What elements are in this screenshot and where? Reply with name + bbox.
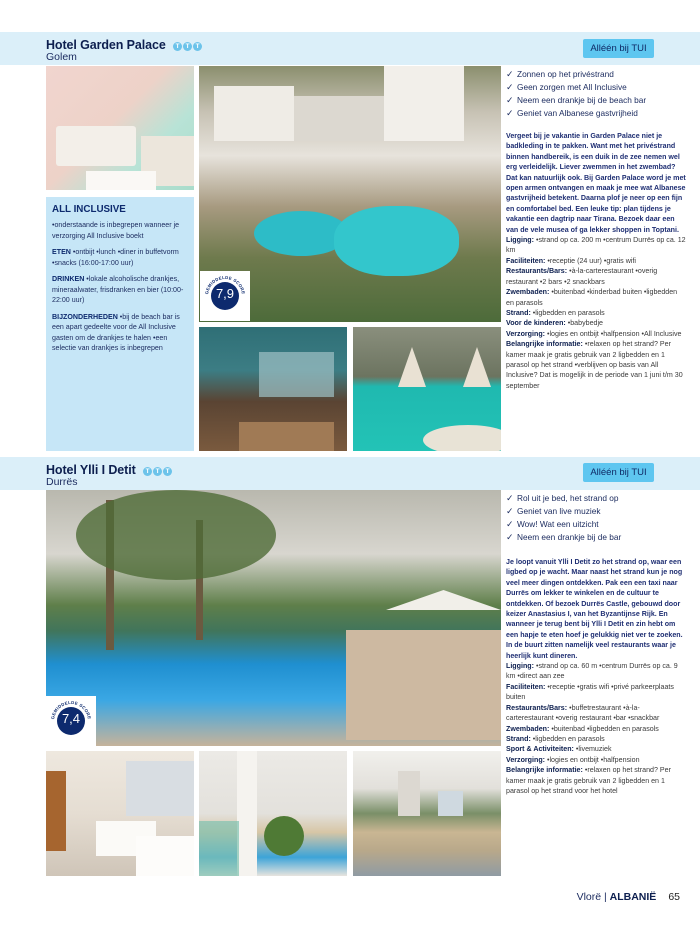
- score-label: GEMIDDELDE SCORE: [204, 274, 246, 295]
- score-value: 7,4: [61, 711, 81, 726]
- score-label: GEMIDDELDE SCORE: [50, 699, 92, 720]
- fact-row: Verzorging: •logies en ontbijt •halfpension •All Inclusive: [506, 329, 682, 338]
- page-footer: [540, 891, 680, 903]
- fact-row: Ligging: •strand op ca. 60 m •centrum Durrës op ca. 9 km •direct aan zee: [506, 662, 678, 681]
- footer-country: ALBANIË: [609, 891, 657, 903]
- fact-row: Belangrijke informatie: •relaxen op het strand? Per kamer maak je gratis gebruik van 2 ligbedden en 1 parasol op het strand •verblijven op basis van All Inclusive? Dat is mogelijk in de periode van 1 juni t/m 30 september: [506, 340, 683, 390]
- restaurant-photo: [199, 327, 347, 451]
- usp-list: [506, 492, 621, 544]
- hotel-description: [506, 131, 686, 391]
- hotel-name: Hotel Ylli I Detit: [46, 463, 136, 477]
- room-photo: [46, 66, 194, 190]
- fact-row: Restaurants/Bars: •à-la-carterestaurant •overig restaurant •2 bars •2 snackbars: [506, 267, 658, 286]
- checkmark-icon: ✓: [506, 493, 514, 503]
- usp-item: ✓ Geen zorgen met All Inclusive: [506, 82, 627, 92]
- fact-row: Zwembaden: •buitenbad •ligbedden en parasols: [506, 724, 659, 733]
- fact-row: Voor de kinderen: •babybedje: [506, 319, 603, 328]
- fact-row: Faciliteiten: •receptie •gratis wifi •privé parkeerplaats buiten: [506, 682, 674, 702]
- fact-row: Strand: •ligbedden en parasols: [506, 308, 605, 317]
- fact-row: Strand: •ligbedden en parasols: [506, 734, 605, 743]
- exclusive-badge[interactable]: Alléén bij TUI: [583, 463, 654, 482]
- all-inclusive-title: ALL INCLUSIVE: [52, 204, 126, 215]
- average-score-badge: [200, 271, 250, 321]
- usp-item: ✓ Wow! Wat een uitzicht: [506, 519, 599, 529]
- all-inclusive-drinks: DRINKEN •lokale alcoholische drankjes, mineraalwater, frisdranken en bier (10:00-22:00 uur): [52, 275, 184, 304]
- tui-t-rating-icon: T: [173, 42, 182, 51]
- hotel-description: [506, 557, 686, 796]
- checkmark-icon: ✓: [506, 82, 514, 92]
- fact-row: Sport & Activiteiten: •livemuziek: [506, 745, 612, 754]
- pool-cabana-photo: [353, 327, 501, 451]
- fact-row: Zwembaden: •buitenbad •kinderbad buiten •ligbedden en parasols: [506, 288, 678, 307]
- checkmark-icon: ✓: [506, 519, 514, 529]
- exclusive-badge[interactable]: Alléén bij TUI: [583, 39, 654, 58]
- score-value: 7,9: [215, 286, 235, 301]
- all-inclusive-intro: •onderstaande is inbegrepen wanneer je verzorging All Inclusive boekt: [52, 221, 180, 240]
- beach-aerial-photo: [353, 751, 501, 876]
- tui-t-rating-icon: T: [163, 467, 172, 476]
- hotel-title: [46, 38, 202, 52]
- tui-t-rating-icon: T: [153, 467, 162, 476]
- intro-paragraph: Vergeet bij je vakantie in Garden Palace niet je badkleding in te pakken. Want met het privéstrand binnen handbereik, is een duik in de zee nemen wel erg verleidelijk. Liever zwemmen in het zwembad? Dat kan natuurlijk ook. Bij Garden Palace word je met open armen ontvangen en maak je mee wat Albanese gastvrijheid betekent. Daarna plof je neer op een fijn en comfortabel bed. Een leuke tip: plan tijdens je vakantie een dagtrip naar Tirana. Bezoek daar een van de vele musea of ga lekker shoppen in Toptani.: [506, 132, 686, 234]
- all-inclusive-details: BIJZONDERHEDEN •bij de beach bar is een apart gedeelte voor de All Inclusive gasten om de drankjes te halen •een selectie van drankjes is inbegrepen: [52, 312, 180, 352]
- all-inclusive-food: ETEN •ontbijt •lunch •diner in buffetvorm •snacks (16:00-17:00 uur): [52, 248, 179, 267]
- usp-item: ✓ Neem een drankje bij de beach bar: [506, 95, 647, 105]
- tui-t-rating-icon: T: [183, 42, 192, 51]
- footer-city: Vlorë: [576, 891, 602, 903]
- usp-item: ✓ Geniet van live muziek: [506, 506, 601, 516]
- tui-rating-icons: [143, 467, 172, 476]
- intro-paragraph: Je loopt vanuit Ylli I Detit zo het strand op, waar een ligbed op je wacht. Maar naast het strand kun je nog veel meer dingen ontdekken. Pak een een taxi naar Durrës om lekker te winkelen en de cultuur te ontdekken. Of bezoek Durrës Castle, gebouwd door keizer Anastasius I, van het Byzantijnse Rijk. En wanneer je terug bent bij Ylli I Detit en zin hebt om een hapje te eten hoef je gelukkig niet ver te zoeken. In de buurt zitten namelijk veel restaurants waar je heerlijk kunt dineren.: [506, 558, 683, 660]
- checkmark-icon: ✓: [506, 506, 514, 516]
- hotel-name: Hotel Garden Palace: [46, 38, 166, 52]
- checkmark-icon: ✓: [506, 108, 514, 118]
- hotel-location: Golem: [46, 51, 77, 63]
- usp-list: [506, 68, 646, 120]
- page-number: 65: [668, 891, 680, 903]
- hotel-title: [46, 463, 172, 477]
- usp-item: ✓ Rol uit je bed, het strand op: [506, 493, 619, 503]
- average-score-badge: [46, 696, 96, 746]
- checkmark-icon: ✓: [506, 532, 514, 542]
- hotel-pool-palms-photo: [46, 490, 501, 746]
- fact-row: Faciliteiten: •receptie (24 uur) •gratis wifi: [506, 256, 636, 265]
- usp-item: ✓ Neem een drankje bij de bar: [506, 532, 622, 542]
- fact-row: Belangrijke informatie: •relaxen op het strand? Per kamer maak je gratis gebruik van 2 ligbedden en 1 parasol op het strand voor het hotel: [506, 766, 671, 795]
- hotel-location: Durrës: [46, 476, 78, 488]
- fact-row: Restaurants/Bars: •buffetrestaurant •à-la-carterestaurant •overig restaurant •bar •snackbar: [506, 703, 660, 723]
- usp-item: ✓ Zonnen op het privéstrand: [506, 69, 614, 79]
- tui-rating-icons: [173, 42, 202, 51]
- tui-t-rating-icon: T: [143, 467, 152, 476]
- fact-row: Verzorging: •logies en ontbijt •halfpension: [506, 755, 640, 764]
- checkmark-icon: ✓: [506, 95, 514, 105]
- footer-separator: |: [601, 891, 610, 903]
- all-inclusive-box: [46, 197, 194, 451]
- tui-t-rating-icon: T: [193, 42, 202, 51]
- fact-row: Ligging: •strand op ca. 200 m •centrum Durrës op ca. 12 km: [506, 236, 686, 255]
- checkmark-icon: ✓: [506, 69, 514, 79]
- room-photo: [46, 751, 194, 876]
- balcony-sea-view-photo: [199, 751, 347, 876]
- usp-item: ✓ Geniet van Albanese gastvrijheid: [506, 108, 638, 118]
